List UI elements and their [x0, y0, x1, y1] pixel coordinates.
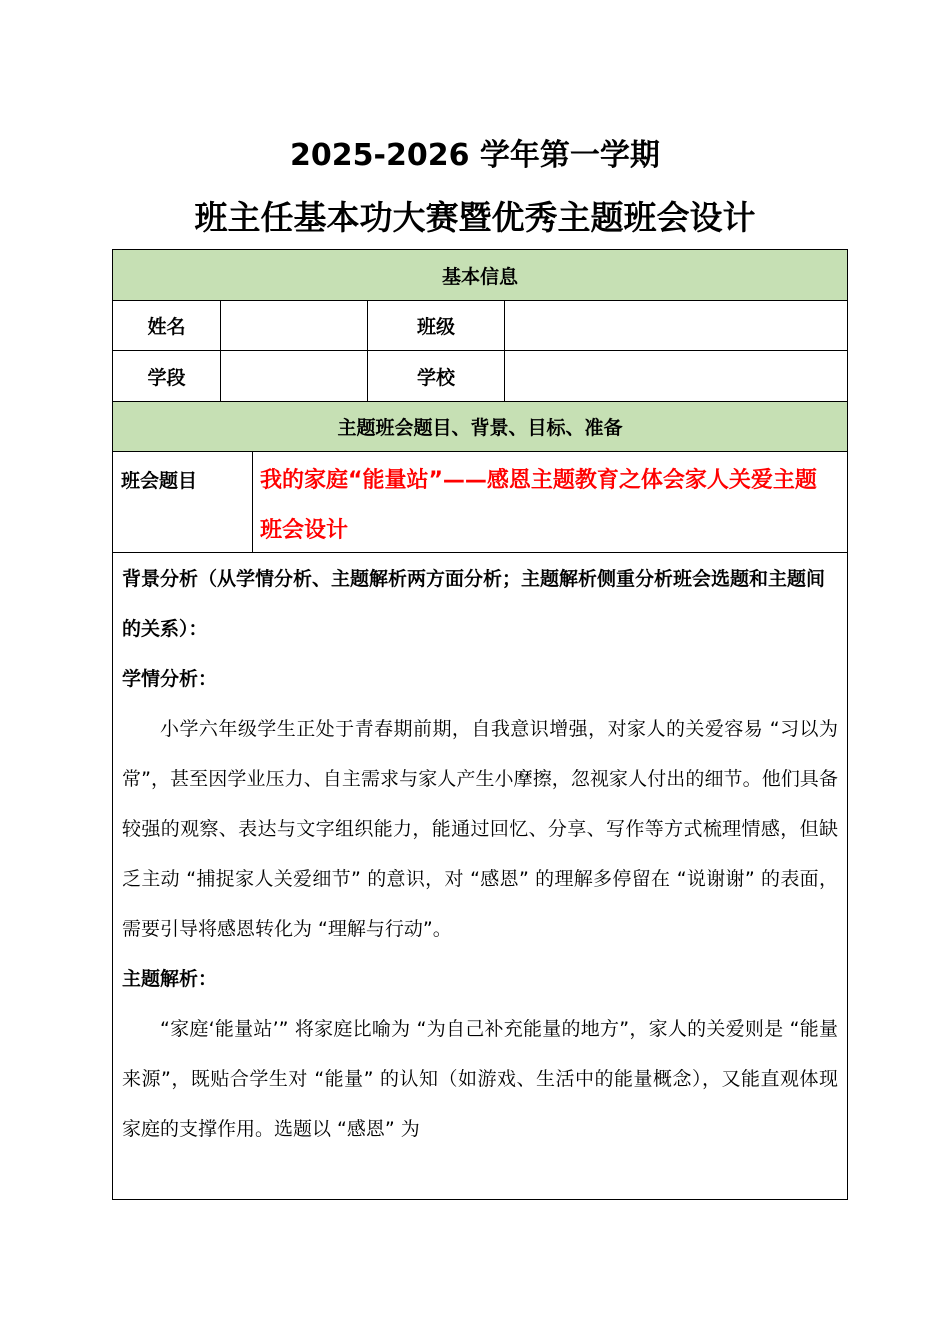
- school-value-cell[interactable]: [505, 351, 847, 401]
- theme-analysis-heading: 主题解析：: [122, 968, 218, 990]
- theme-analysis-text: “家庭‘能量站’” 将家庭比喻为 “为自己补充能量的地方”，家人的关爱则是 “能量来源”，既贴合学生对 “能量” 的认知（如游戏、生活中的能量概念），又能直观体现家庭的支撑作用。选题以 “感恩” 为: [122, 1018, 838, 1140]
- background-analysis: [122, 554, 838, 1154]
- basic-info-header: 基本信息: [113, 250, 847, 301]
- stage-label: 学段: [113, 351, 221, 401]
- topic-title: 我的家庭“能量站”——感恩主题教育之体会家人关爱主题班会设计: [260, 468, 817, 543]
- document-title-line2: 班主任基本功大赛暨优秀主题班会设计: [194, 198, 756, 237]
- name-class-row: [113, 301, 847, 351]
- student-analysis-heading: 学情分析：: [122, 668, 218, 690]
- topic-section-header: 主题班会题目、背景、目标、准备: [113, 402, 847, 452]
- name-label: 姓名: [113, 301, 221, 350]
- stage-school-row: [113, 351, 847, 402]
- design-form-table: [112, 249, 848, 1200]
- topic-row: [113, 452, 847, 553]
- document-title-line1: 2025-2026 学年第一学期: [290, 138, 660, 173]
- background-heading: 背景分析（从学情分析、主题解析两方面分析；主题解析侧重分析班会选题和主题间的关系）：: [122, 568, 826, 640]
- stage-value-cell[interactable]: [221, 351, 368, 401]
- name-value-cell[interactable]: [221, 301, 368, 350]
- class-label: 班级: [368, 301, 505, 350]
- school-label: 学校: [368, 351, 505, 401]
- class-value-cell[interactable]: [505, 301, 847, 350]
- student-analysis-text: 小学六年级学生正处于青春期前期，自我意识增强，对家人的关爱容易 “习以为常”，甚至因学业压力、自主需求与家人产生小摩擦，忽视家人付出的细节。他们具备较强的观察、表达与文字组织能力，能通过回忆、分享、写作等方式梳理情感，但缺乏主动 “捕捉家人关爱细节” 的意识，对 “感恩” 的理解多停留在 “说谢谢” 的表面，需要引导将感恩转化为 “理解与行动”。: [122, 718, 838, 940]
- topic-label: 班会题目: [121, 470, 198, 492]
- topic-divider: [252, 452, 253, 552]
